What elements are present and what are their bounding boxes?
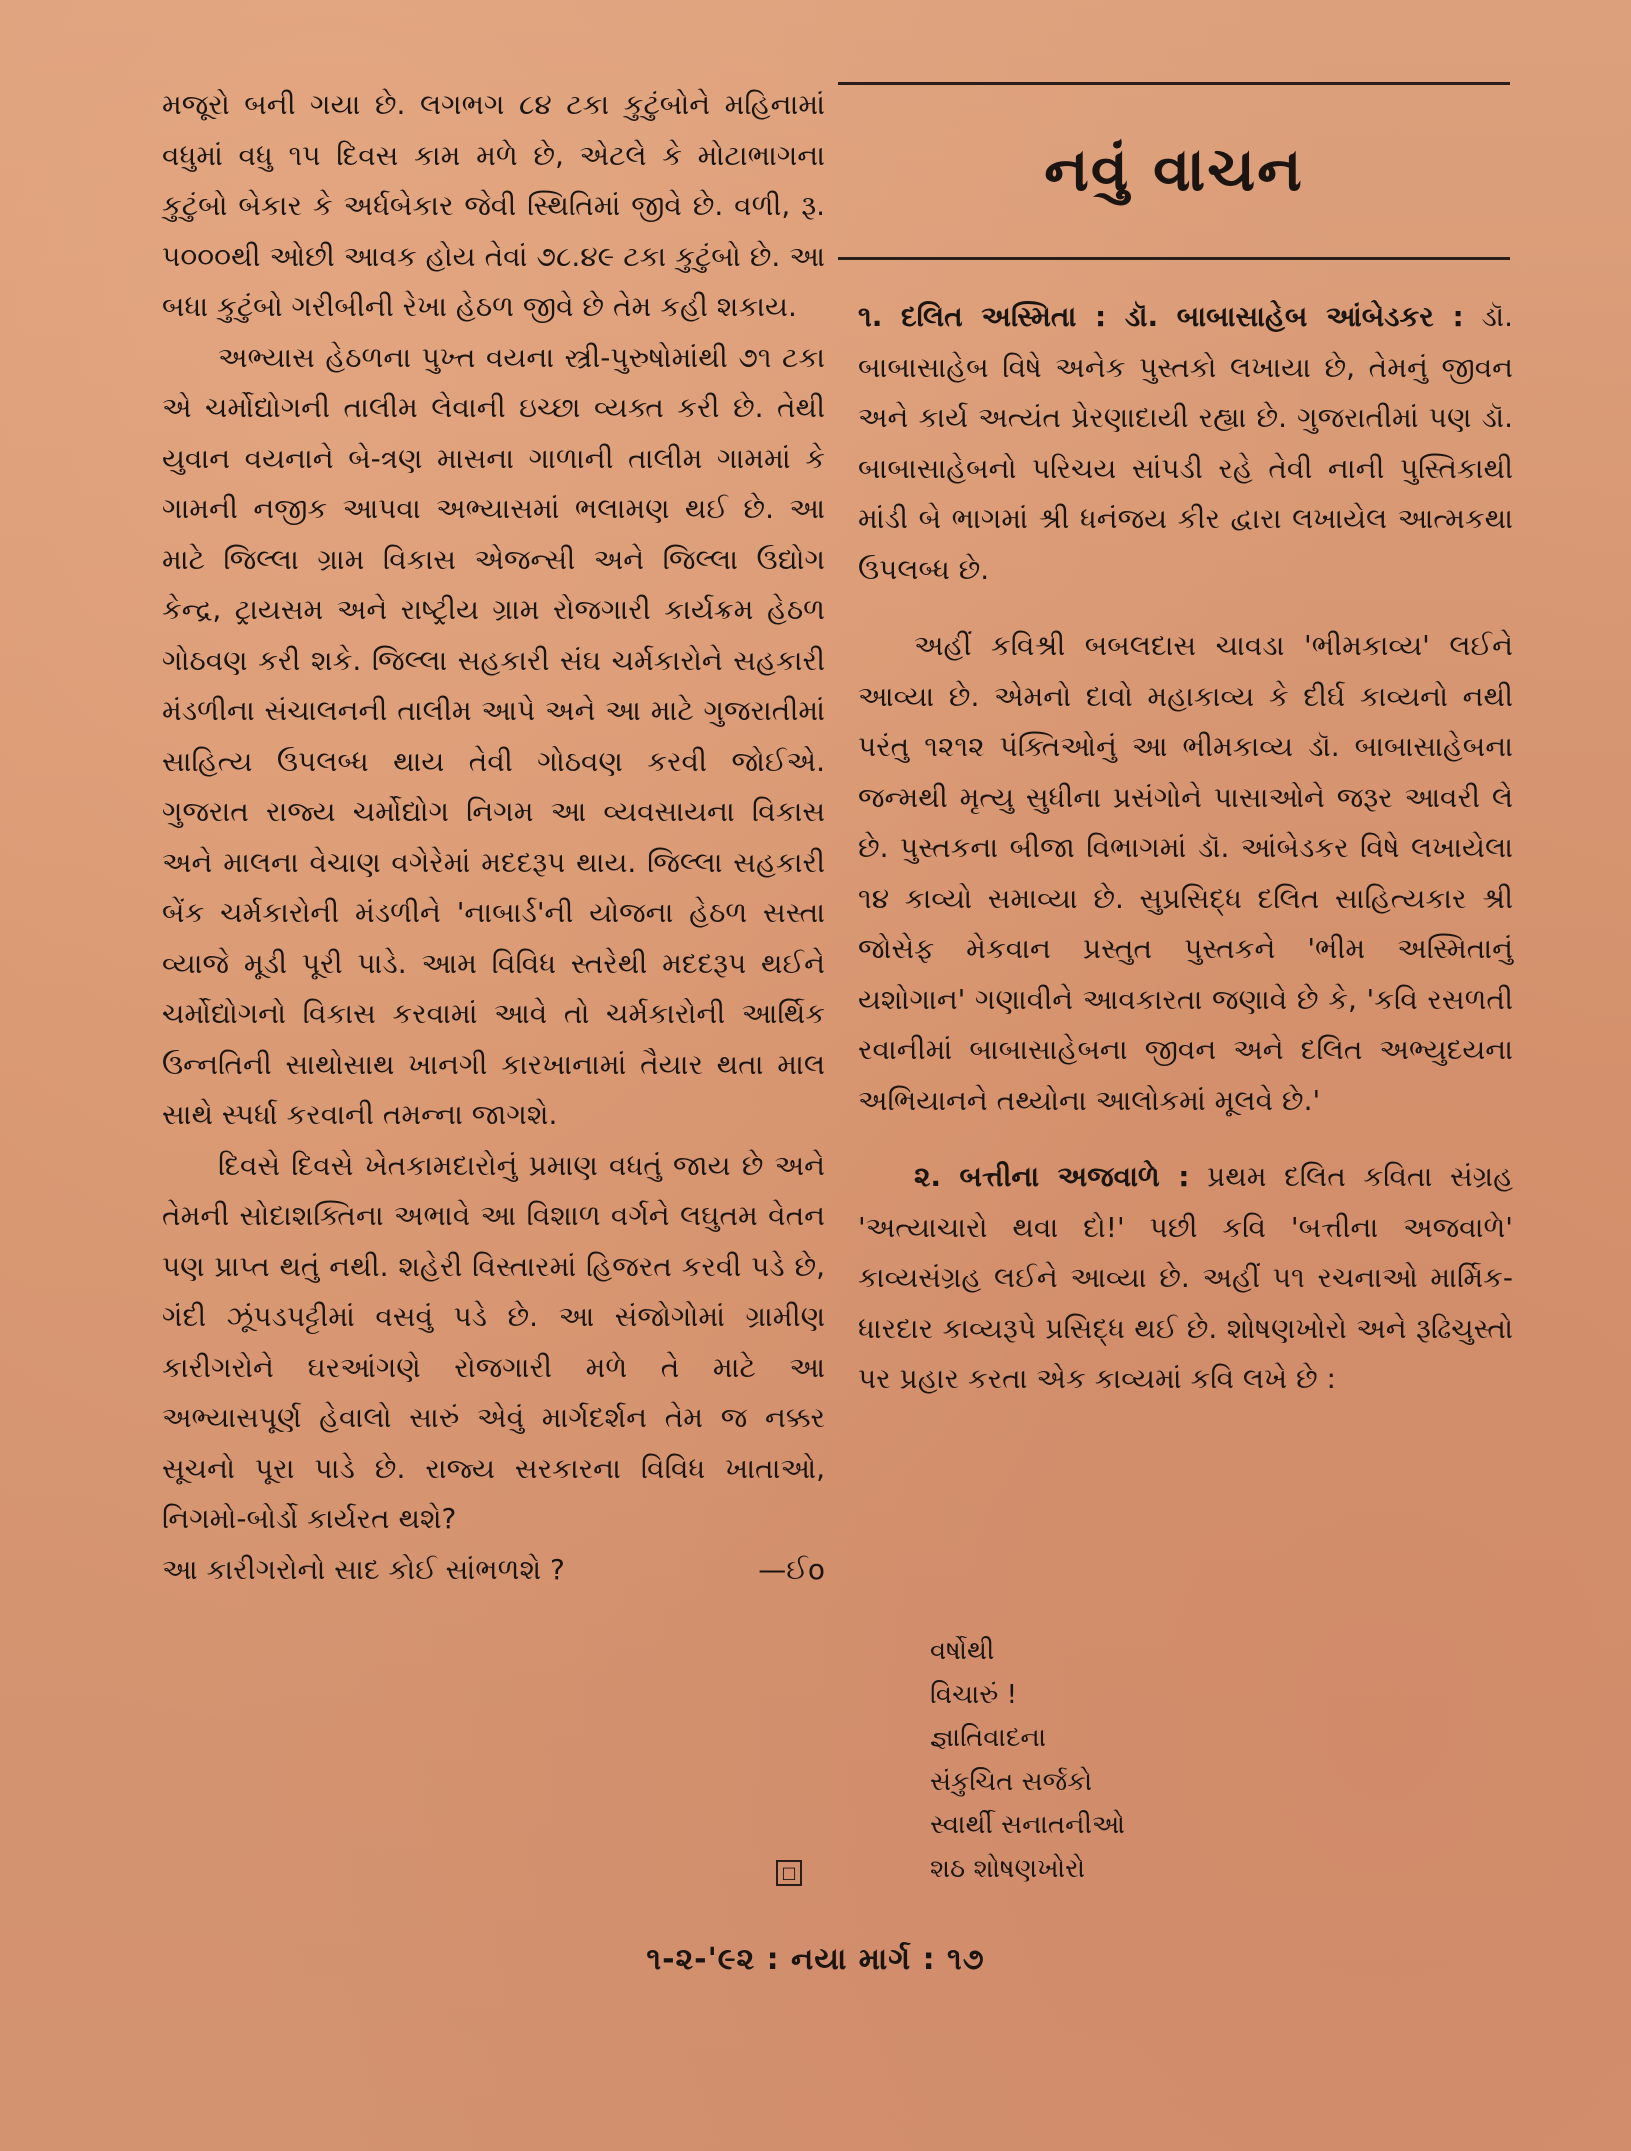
review-1-body-2: અહીં કવિશ્રી બબલદાસ ચાવડા 'ભીમકાવ્ય' લઈને આવ્યા છે. એમનો દાવો મહાકાવ્ય કે દીર્ઘ કાવ્યનો નથી પરંતુ ૧૨૧૨ પંક્તિઓનું આ ભીમકાવ્ય ડૉ. બાબાસાહેબના જન્મથી મૃત્યુ સુધીના પ્રસંગોને પાસાઓને જરૂર આવરી લે છે. પુસ્તકના બીજા વિભાગમાં ડૉ. આંબેડકર વિષે લખાયેલા ૧૪ કાવ્યો સમાવ્યા છે. સુપ્રસિદ્ધ દલિત સાહિત્યકાર શ્રી જોસેફ મેકવાન પ્રસ્તુત પુસ્તકને 'ભીમ અસ્મિતાનું યશોગાન' ગણાવીને આવકારતા જણાવે છે કે, 'કવિ રસળતી રવાનીમાં બાબાસાહેબના જીવન અને દલિત અભ્યુદયના અભિયાનને તથ્યોના આલોકમાં મૂલવે છે.' bbox=[858, 629, 1513, 1117]
section-title: નવું વાચન bbox=[1044, 135, 1304, 205]
review-1-body: ડૉ. બાબાસાહેબ વિષે અનેક પુસ્તકો લખાયા છે, તેમનું જીવન અને કાર્ય અત્યંત પ્રેરણાદાયી રહ્યા છે. ગુજરાતીમાં પણ ડૉ. બાબાસાહેબનો પરિચય સાંપડી રહે તેવી નાની પુસ્તિકાથી માંડી બે ભાગમાં શ્રી ધનંજય કીર દ્વારા લખાયેલ આત્મકથા ઉપલબ્ધ છે. bbox=[858, 300, 1513, 586]
review-2 bbox=[858, 1152, 1513, 1405]
left-paragraph-2: અભ્યાસ હેઠળના પુખ્ત વયના સ્ત્રી-પુરુષોમાંથી ૭૧ ટકા એ ચર્મોદ્યોગની તાલીમ લેવાની ઇચ્છા વ્યક્ત કરી છે. તેથી યુવાન વયનાને બે-ત્રણ માસના ગાળાની તાલીમ ગામમાં કે ગામની નજીક આપવા અભ્યાસમાં ભલામણ થઈ છે. આ માટે જિલ્લા ગ્રામ વિકાસ એજન્સી અને જિલ્લા ઉદ્યોગ કેન્દ્ર, ટ્રાયસમ અને રાષ્ટ્રીય ગ્રામ રોજગારી કાર્યક્રમ હેઠળ ગોઠવણ કરી શકે. જિલ્લા સહકારી સંઘ ચર્મકારોને સહકારી મંડળીના સંચાલનની તાલીમ આપે અને આ માટે ગુજરાતીમાં સાહિત્ય ઉપલબ્ધ થાય તેવી ગોઠવણ કરવી જોઈએ. ગુજરાત રાજ્ય ચર્મોદ્યોગ નિગમ આ વ્યવસાયના વિકાસ અને માલના વેચાણ વગેરેમાં મદદરૂપ થાય. જિલ્લા સહકારી બેંક ચર્મકારોની મંડળીને 'નાબાર્ડ'ની યોજના હેઠળ સસ્તા વ્યાજે મૂડી પૂરી પાડે. આમ વિવિધ સ્તરેથી મદદરૂપ થઈને ચર્મોદ્યોગનો વિકાસ કરવામાં આવે તો ચર્મકારોની આર્થિક ઉન્નતિની સાથોસાથ ખાનગી કારખાનામાં તૈયાર થતા માલ સાથે સ્પર્ધા કરવાની તમન્ના જાગશે. bbox=[162, 340, 825, 1131]
review-2-heading: ૨. બત્તીના અજવાળે : bbox=[914, 1160, 1190, 1193]
poem-line: સ્વાર્થી સનાતનીઓ bbox=[930, 1810, 1125, 1840]
review-1-heading: ૧. દલિત અસ્મિતા : ડૉ. બાબાસાહેબ આંબેડકર : bbox=[858, 300, 1464, 333]
review-1 bbox=[858, 292, 1513, 595]
closing-line-row bbox=[162, 1545, 825, 1596]
poem-line: શઠ શોષણખોરો bbox=[930, 1853, 1086, 1884]
end-of-article-mark: □ bbox=[776, 1860, 802, 1886]
editor-signature: —ઈo bbox=[758, 1552, 825, 1586]
section-bottom-rule bbox=[838, 257, 1510, 260]
poem-line: વર્ષોથી bbox=[930, 1636, 995, 1666]
page-footer: ૧-૨-'૯૨ : નયા માર્ગ : ૧૭ bbox=[646, 1942, 985, 1977]
poem-line: વિચારું ! bbox=[930, 1679, 1017, 1710]
left-paragraph-3: દિવસે દિવસે ખેતકામદારોનું પ્રમાણ વધતું જાય છે અને તેમની સોદાશક્તિના અભાવે આ વિશાળ વર્ગને લઘુતમ વેતન પણ પ્રાપ્ત થતું નથી. શહેરી વિસ્તારમાં હિજરત કરવી પડે છે, ગંદી ઝૂંપડપટ્ટીમાં વસવું પડે છે. આ સંજોગોમાં ગ્રામીણ કારીગરોને ઘરઆંગણે રોજગારી મળે તે માટે આ અભ્યાસપૂર્ણ હેવાલો સારું એવું માર્ગદર્શન તેમ જ નક્કર સૂચનો પૂરા પાડે છે. રાજ્ય સરકારના વિવિધ ખાતાઓ, નિગમો-બોર્ડો કાર્યરત થશે? bbox=[162, 1148, 825, 1535]
left-column bbox=[162, 80, 825, 1595]
left-paragraph-1: મજૂરો બની ગયા છે. લગભગ ૮૪ ટકા કુટુંબોને મહિનામાં વધુમાં વધુ ૧૫ દિવસ કામ મળે છે, એટલે કે મોટાભાગના કુટુંબો બેકાર કે અર્ધબેકાર જેવી સ્થિતિમાં જીવે છે. વળી, રૂ. ૫૦૦૦થી ઓછી આવક હોય તેવાં ૭૮.૪૯ ટકા કુટુંબો છે. આ બધા કુટુંબો ગરીબીની રેખા હેઠળ જીવે છે તેમ કહી શકાય. bbox=[162, 88, 825, 323]
poem-line: સંકુચિત સર્જકો bbox=[930, 1766, 1093, 1797]
poem-excerpt bbox=[930, 1630, 1490, 1891]
right-column bbox=[858, 292, 1513, 1405]
section-top-rule bbox=[838, 82, 1510, 85]
poem-line: જ્ઞાતિવાદના bbox=[930, 1723, 1047, 1753]
closing-line: આ કારીગરોનો સાદ કોઈ સાંભળશે ? bbox=[162, 1552, 565, 1586]
review-2-body: પ્રથમ દલિત કવિતા સંગ્રહ 'અત્યાચારો થવા દો!' પછી કવિ 'બત્તીના અજવાળે' કાવ્યસંગ્રહ લઈને આવ્યા છે. અહીં ૫૧ રચનાઓ માર્મિક-ધારદાર કાવ્યરૂપે પ્રસિદ્ધ થઈ છે. શોષણખોરો અને રૂઢિચુસ્તો પર પ્રહાર કરતા એક કાવ્યમાં કવિ લખે છે : bbox=[858, 1160, 1513, 1395]
